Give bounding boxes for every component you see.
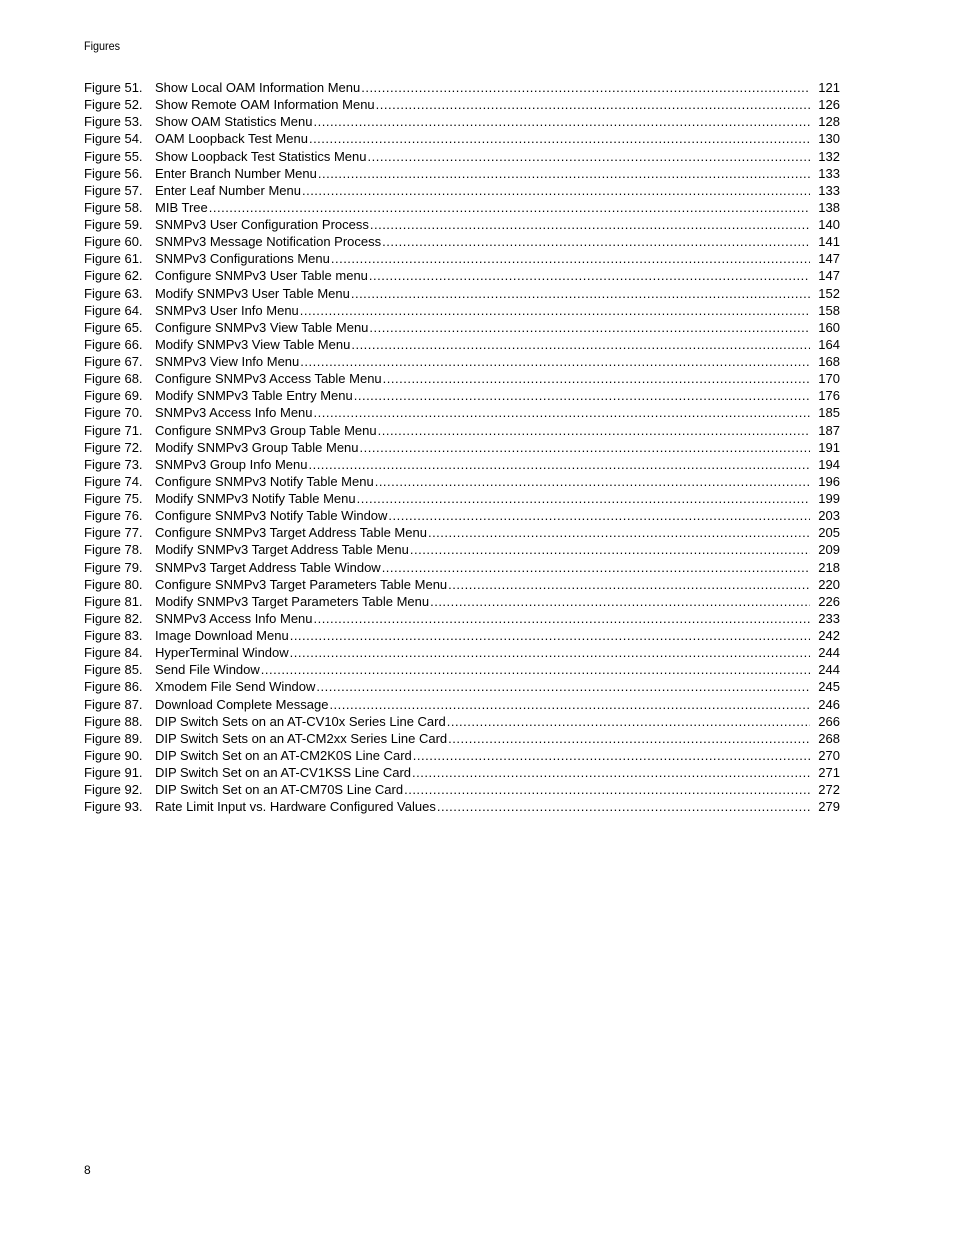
toc-entry[interactable]: [84, 593, 840, 610]
running-header: Figures: [84, 39, 121, 53]
dot-leader: [369, 267, 810, 284]
figure-title: Download Complete Message: [155, 696, 329, 712]
figure-label: Figure 70.: [84, 405, 143, 421]
figure-label: Figure 80.: [84, 576, 143, 592]
dot-leader: [314, 404, 810, 421]
figure-title: OAM Loopback Test Menu: [155, 131, 308, 147]
toc-entry[interactable]: [84, 353, 840, 370]
toc-entry[interactable]: [84, 216, 840, 233]
figure-label: Figure 57.: [84, 182, 143, 198]
dot-leader: [448, 576, 810, 593]
dot-leader: [351, 336, 810, 353]
dot-leader: [360, 439, 810, 456]
list-of-figures: [84, 79, 840, 815]
figure-page-number: 244: [818, 645, 840, 661]
dot-leader: [388, 507, 810, 524]
figure-title: Configure SNMPv3 Notify Table Menu: [155, 473, 374, 489]
figure-title: Configure SNMPv3 Group Table Menu: [155, 422, 377, 438]
figure-title: Rate Limit Input vs. Hardware Configured Values: [155, 799, 436, 815]
toc-entry[interactable]: [84, 267, 840, 284]
figure-page-number: 168: [818, 354, 840, 369]
figure-label: Figure 60.: [84, 234, 143, 250]
figure-label: Figure 53.: [84, 114, 143, 130]
figure-title: DIP Switch Sets on an AT-CM2xx Series Line Card: [155, 730, 448, 746]
figure-label: Figure 83.: [84, 628, 143, 643]
toc-entry[interactable]: [84, 404, 840, 421]
figure-label: Figure 74.: [84, 473, 143, 489]
dot-leader: [354, 387, 810, 404]
figure-title: Configure SNMPv3 Target Address Table Menu: [155, 525, 427, 541]
toc-entry[interactable]: [84, 678, 840, 695]
toc-entry[interactable]: [84, 130, 840, 147]
figure-title: DIP Switch Set on an AT-CM70S Line Card: [155, 782, 404, 798]
figure-label: Figure 73.: [84, 456, 143, 472]
dot-leader: [410, 541, 810, 558]
figure-title: Configure SNMPv3 Notify Table Window: [155, 508, 388, 524]
figure-label: Figure 59.: [84, 217, 143, 232]
dot-leader: [351, 285, 810, 302]
dot-leader: [309, 130, 810, 147]
figure-label: Figure 91.: [84, 765, 143, 780]
figure-title: Enter Branch Number Menu: [155, 165, 317, 181]
toc-entry[interactable]: [84, 370, 840, 387]
figure-page-number: 132: [818, 148, 840, 164]
figure-label: Figure 89.: [84, 730, 143, 746]
figure-label: Figure 64.: [84, 302, 143, 318]
figure-title: Modify SNMPv3 Notify Table Menu: [155, 491, 356, 506]
figure-title: DIP Switch Set on an AT-CV1KSS Line Card: [155, 765, 412, 780]
figure-label: Figure 56.: [84, 165, 143, 181]
figure-page-number: 141: [818, 234, 840, 250]
dot-leader: [357, 490, 810, 507]
figure-title: SNMPv3 Access Info Menu: [155, 610, 313, 626]
figure-page-number: 226: [818, 593, 840, 609]
figure-label: Figure 51.: [84, 80, 143, 95]
page-number: 8: [84, 1163, 91, 1177]
dot-leader: [448, 730, 810, 747]
figure-page-number: 185: [818, 405, 840, 421]
toc-entry[interactable]: [84, 148, 840, 165]
figure-page-number: 209: [818, 542, 840, 558]
toc-entry[interactable]: [84, 764, 840, 781]
figure-label: Figure 85.: [84, 662, 143, 678]
figure-label: Figure 87.: [84, 696, 143, 712]
figure-page-number: 246: [818, 696, 840, 712]
figure-label: Figure 67.: [84, 354, 143, 369]
toc-entry[interactable]: [84, 798, 840, 815]
figure-label: Figure 81.: [84, 593, 143, 609]
figure-title: DIP Switch Set on an AT-CM2K0S Line Card: [155, 747, 412, 763]
figure-title: Show OAM Statistics Menu: [155, 114, 313, 130]
figure-label: Figure 90.: [84, 747, 143, 763]
dot-leader: [308, 456, 810, 473]
figure-page-number: 158: [818, 302, 840, 318]
dot-leader: [437, 798, 810, 815]
figure-title: Modify SNMPv3 View Table Menu: [155, 336, 351, 352]
figure-page-number: 130: [818, 131, 840, 147]
figure-label: Figure 61.: [84, 251, 143, 267]
figure-page-number: 218: [818, 559, 840, 575]
figure-page-number: 271: [818, 765, 840, 780]
figure-title: Image Download Menu: [155, 628, 289, 643]
figure-page-number: 266: [818, 713, 840, 729]
figure-page-number: 133: [818, 182, 840, 198]
figure-title: SNMPv3 View Info Menu: [155, 354, 300, 369]
figure-label: Figure 62.: [84, 268, 143, 284]
figure-page-number: 140: [818, 217, 840, 232]
dot-leader: [413, 747, 810, 764]
toc-entry[interactable]: [84, 422, 840, 439]
figure-page-number: 121: [818, 80, 840, 95]
figure-title: SNMPv3 Target Address Table Window: [155, 559, 381, 575]
dot-leader: [375, 473, 810, 490]
figure-label: Figure 78.: [84, 542, 143, 558]
figure-title: Configure SNMPv3 Access Table Menu: [155, 371, 382, 387]
toc-entry[interactable]: [84, 559, 840, 576]
figure-page-number: 170: [818, 371, 840, 387]
figure-title: HyperTerminal Window: [155, 645, 289, 661]
figure-page-number: 164: [818, 336, 840, 352]
figure-page-number: 279: [818, 799, 840, 815]
figure-page-number: 203: [818, 508, 840, 524]
toc-entry[interactable]: [84, 302, 840, 319]
figure-title: Modify SNMPv3 Target Parameters Table Menu: [155, 593, 430, 609]
dot-leader: [209, 199, 810, 216]
figure-title: Configure SNMPv3 User Table menu: [155, 268, 368, 284]
toc-entry[interactable]: [84, 610, 840, 627]
toc-entry[interactable]: [84, 507, 840, 524]
figure-page-number: 187: [818, 422, 840, 438]
figure-page-number: 126: [818, 97, 840, 113]
dot-leader: [369, 319, 810, 336]
figure-title: SNMPv3 Access Info Menu: [155, 405, 313, 421]
toc-entry[interactable]: [84, 79, 840, 96]
dot-leader: [382, 559, 810, 576]
toc-entry[interactable]: [84, 199, 840, 216]
figure-title: DIP Switch Sets on an AT-CV10x Series Line Card: [155, 713, 446, 729]
dot-leader: [331, 250, 810, 267]
figure-label: Figure 63.: [84, 285, 143, 301]
dot-leader: [376, 96, 810, 113]
toc-entry[interactable]: [84, 233, 840, 250]
toc-entry[interactable]: [84, 781, 840, 798]
dot-leader: [314, 113, 811, 130]
toc-entry[interactable]: [84, 336, 840, 353]
dot-leader: [412, 764, 810, 781]
figure-title: MIB Tree: [155, 199, 208, 215]
figure-title: Xmodem File Send Window: [155, 679, 316, 695]
figure-page-number: 138: [818, 199, 840, 215]
toc-entry[interactable]: [84, 747, 840, 764]
figure-title: Modify SNMPv3 Group Table Menu: [155, 439, 359, 455]
dot-leader: [261, 661, 810, 678]
figure-label: Figure 84.: [84, 645, 143, 661]
toc-entry[interactable]: [84, 524, 840, 541]
figure-page-number: 233: [818, 610, 840, 626]
figure-title: Show Loopback Test Statistics Menu: [155, 148, 367, 164]
dot-leader: [430, 593, 810, 610]
figure-page-number: 147: [818, 268, 840, 284]
toc-entry[interactable]: [84, 456, 840, 473]
figure-title: SNMPv3 Configurations Menu: [155, 251, 330, 267]
toc-entry[interactable]: [84, 473, 840, 490]
dot-leader: [368, 148, 811, 165]
figure-page-number: 128: [818, 114, 840, 130]
toc-entry[interactable]: [84, 113, 840, 130]
figure-title: Modify SNMPv3 Target Address Table Menu: [155, 542, 409, 558]
figure-title: Show Remote OAM Information Menu: [155, 97, 375, 113]
figure-page-number: 272: [818, 782, 840, 798]
figure-label: Figure 82.: [84, 610, 143, 626]
figure-label: Figure 86.: [84, 679, 143, 695]
toc-entry[interactable]: [84, 541, 840, 558]
figure-title: Enter Leaf Number Menu: [155, 182, 301, 198]
figure-label: Figure 88.: [84, 713, 143, 729]
dot-leader: [361, 79, 810, 96]
figure-label: Figure 93.: [84, 799, 143, 815]
toc-entry[interactable]: [84, 627, 840, 644]
figure-label: Figure 66.: [84, 336, 143, 352]
figure-page-number: 205: [818, 525, 840, 541]
figure-page-number: 220: [818, 576, 840, 592]
figure-page-number: 245: [818, 679, 840, 695]
figure-title: Modify SNMPv3 Table Entry Menu: [155, 388, 353, 404]
dot-leader: [404, 781, 810, 798]
toc-entry[interactable]: [84, 319, 840, 336]
toc-entry[interactable]: [84, 730, 840, 747]
toc-entry[interactable]: [84, 696, 840, 713]
figure-label: Figure 75.: [84, 491, 143, 506]
figure-label: Figure 69.: [84, 388, 143, 404]
dot-leader: [383, 370, 810, 387]
dot-leader: [302, 182, 810, 199]
figure-label: Figure 76.: [84, 508, 143, 524]
figure-title: SNMPv3 User Configuration Process: [155, 217, 369, 232]
toc-entry[interactable]: [84, 96, 840, 113]
dot-leader: [318, 165, 810, 182]
dot-leader: [447, 713, 810, 730]
figure-label: Figure 68.: [84, 371, 143, 387]
figure-label: Figure 65.: [84, 319, 143, 335]
toc-entry[interactable]: [84, 644, 840, 661]
figure-page-number: 268: [818, 730, 840, 746]
figure-title: Configure SNMPv3 View Table Menu: [155, 319, 369, 335]
figure-label: Figure 71.: [84, 422, 143, 438]
figure-title: SNMPv3 Message Notification Process: [155, 234, 382, 250]
dot-leader: [329, 696, 810, 713]
figure-label: Figure 79.: [84, 559, 143, 575]
figure-title: SNMPv3 Group Info Menu: [155, 456, 308, 472]
figure-page-number: 133: [818, 165, 840, 181]
figure-page-number: 194: [818, 456, 840, 472]
dot-leader: [370, 216, 810, 233]
dot-leader: [290, 644, 810, 661]
figure-label: Figure 55.: [84, 148, 143, 164]
figure-title: Send File Window: [155, 662, 260, 678]
figure-page-number: 270: [818, 747, 840, 763]
figure-title: Modify SNMPv3 User Table Menu: [155, 285, 350, 301]
toc-entry[interactable]: [84, 661, 840, 678]
dot-leader: [316, 678, 810, 695]
figure-label: Figure 54.: [84, 131, 143, 147]
figure-page-number: 176: [818, 388, 840, 404]
toc-entry[interactable]: [84, 576, 840, 593]
toc-entry[interactable]: [84, 182, 840, 199]
dot-leader: [382, 233, 810, 250]
figure-page-number: 242: [818, 628, 840, 643]
dot-leader: [428, 524, 810, 541]
figure-label: Figure 72.: [84, 439, 143, 455]
dot-leader: [290, 627, 810, 644]
figure-title: Configure SNMPv3 Target Parameters Table Menu: [155, 576, 448, 592]
figure-title: SNMPv3 User Info Menu: [155, 302, 299, 318]
dot-leader: [314, 610, 810, 627]
figure-label: Figure 52.: [84, 97, 143, 113]
figure-page-number: 196: [818, 473, 840, 489]
figure-page-number: 199: [818, 491, 840, 506]
toc-entry[interactable]: [84, 490, 840, 507]
toc-entry[interactable]: [84, 713, 840, 730]
figure-label: Figure 58.: [84, 199, 143, 215]
figure-page-number: 191: [818, 439, 840, 455]
figure-page-number: 147: [818, 251, 840, 267]
figure-title: Show Local OAM Information Menu: [155, 80, 361, 95]
figure-label: Figure 92.: [84, 782, 143, 798]
figure-page-number: 152: [818, 285, 840, 301]
figure-page-number: 160: [818, 319, 840, 335]
toc-entry[interactable]: [84, 439, 840, 456]
figure-page-number: 244: [818, 662, 840, 678]
toc-entry[interactable]: [84, 285, 840, 302]
figure-label: Figure 77.: [84, 525, 143, 541]
toc-entry[interactable]: [84, 165, 840, 182]
dot-leader: [300, 302, 810, 319]
dot-leader: [300, 353, 810, 370]
toc-entry[interactable]: [84, 250, 840, 267]
dot-leader: [378, 422, 810, 439]
toc-entry[interactable]: [84, 387, 840, 404]
